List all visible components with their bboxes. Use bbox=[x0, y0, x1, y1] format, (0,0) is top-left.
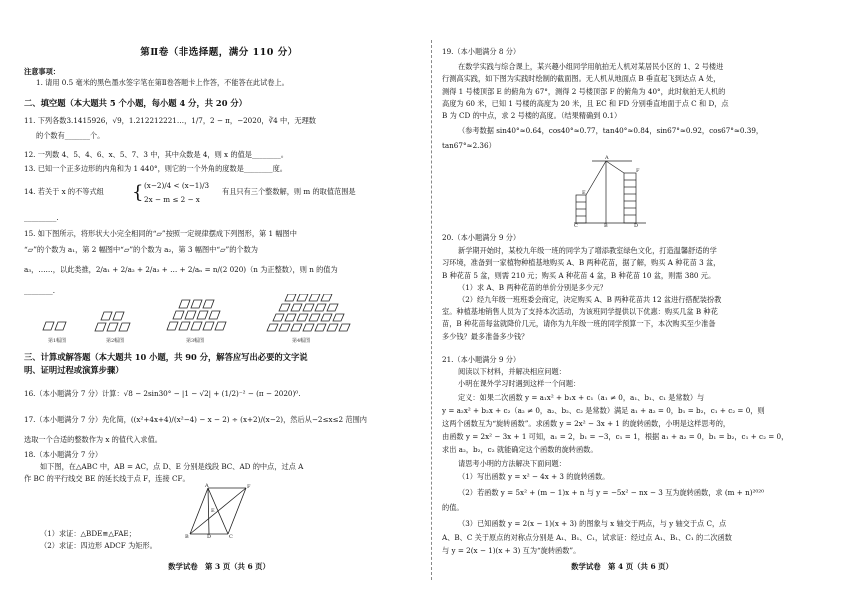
q20-part-1: （1）求 A、B 两种花苗的单价分别是多少元？ bbox=[458, 282, 607, 292]
q21-part-2-cont: 的值。 bbox=[442, 503, 464, 513]
q17-text: 17.（本小题满分 7 分）先化简，((x²+4x+4)/(x²−4) − x − 2) ÷ (x+2)/(x−2)，然后从−2≤x≤2 范围内 bbox=[24, 415, 367, 424]
question-18 bbox=[24, 449, 414, 485]
figure-2 bbox=[94, 294, 154, 336]
svg-text:E: E bbox=[211, 508, 215, 514]
q19-reference-data: （参考数据 sin40°≈0.64，cos40°≈0.77，tan40°≈0.84，sin67°≈0.92，cos67°≈0.39， bbox=[458, 126, 764, 136]
q21-part-3-cont: A、B、C 关于原点的对称点分别是 A₁、B₁、C₁，试求证：经过点 A₁、B₁、C₁ 的二次函数 bbox=[442, 532, 732, 542]
q15-figures bbox=[40, 294, 400, 344]
q12-text: 12. 一列数 4、5、4、6、x、5、7、3 中，其中众数是 4，则 x 的值是________。 bbox=[24, 150, 288, 159]
q14-text: 14. 若关于 x 的不等式组 bbox=[24, 187, 104, 196]
q21-text-2: 小明在课外学习时遇到这样一个问题： bbox=[458, 379, 581, 389]
q21-definition-3: 这两个函数互为“旋转函数”。求函数 y = 2x² − 3x + 1 的旋转函数，小明是这样思考的， bbox=[442, 419, 731, 429]
svg-text:B: B bbox=[604, 223, 608, 227]
svg-text:E: E bbox=[582, 190, 586, 196]
solve-section bbox=[24, 352, 414, 376]
q20-heading: 20.（本小题满分 9 分） bbox=[442, 233, 521, 242]
q21-definition-4: 由函数 y = 2x² − 3x + 1 可知，a₁ = 2，b₁ = −3，c₁ = 1，根据 a₁ + a₂ = 0，b₁ = b₂，c₁ + c₂ = 0， bbox=[442, 432, 789, 442]
q19-text-2: 行测高实践，如下图为实践时绘制的截面图。无人机从地面点 B 垂直起飞到达点 A 处， bbox=[442, 74, 721, 84]
q17-text-2: 选取一个合适的整数作为 x 的值代入求值。 bbox=[24, 435, 162, 445]
q21-definition-5: 求出 a₂，b₂，c₂ 就能确定这个函数的旋转函数。 bbox=[442, 445, 598, 455]
svg-text:D: D bbox=[634, 223, 639, 227]
q18-text-1: 如下图，在△ABC 中，AB = AC，点 D、E 分别是线段 BC、AD 的中点，过点 A bbox=[40, 462, 304, 472]
figure-3 bbox=[166, 294, 246, 336]
q15-line-1: 15. 如下图所示，将形状大小完全相同的“▱”按照一定规律摆成下列图形，第 1 幅图中 bbox=[24, 229, 297, 238]
question-21 bbox=[442, 354, 842, 556]
q19-text-5: B 为 CD 的中点，求 2 号楼的高度。（结果精确到 0.1） bbox=[442, 111, 622, 121]
q13-text: 13. 已知一个正多边形的内角和为 1 440°，则它的一个外角的度数是________度。 bbox=[24, 164, 287, 173]
page-footer-right: 数学试卷 第 4 页（共 6 页） bbox=[571, 562, 673, 571]
column-divider bbox=[431, 40, 432, 580]
q21-part-1: （1）写出函数 y = x² − 4x + 3 的旋转函数。 bbox=[458, 471, 610, 481]
question-19 bbox=[442, 46, 842, 152]
q18-heading: 18.（本小题满分 7 分） bbox=[24, 450, 103, 459]
section-heading-3-cont: 明、证明过程或演算步骤） bbox=[24, 365, 124, 376]
section-heading-3: 三、计算或解答题（本大题共 10 小题，共 90 分，解答应写出必要的文字说 bbox=[24, 352, 308, 362]
figure-4 bbox=[260, 294, 360, 338]
figure-2-label: 第2幅图 bbox=[106, 338, 125, 344]
question-18-parts bbox=[24, 528, 414, 551]
q14-inequality-2: 2x − m ≤ 2 − x bbox=[144, 195, 200, 204]
question-14-blank bbox=[24, 212, 414, 223]
q19-building-figure bbox=[572, 155, 652, 227]
notes-heading: 注意事项： bbox=[24, 67, 60, 76]
q18-part-1: （1）求证：△BDE≌△FAE； bbox=[40, 529, 136, 538]
svg-text:D: D bbox=[207, 534, 212, 538]
q20-text-6: 多少钱？最多准备多少钱？ bbox=[442, 331, 529, 341]
q20-part-2: （2）经九年级一班班委会商定，决定购买 A、B 两种花苗共 12 盆进行搭配装扮教 bbox=[458, 295, 722, 305]
q21-part-3-cont-2: 与 y = 2(x − 1)(x + 3) 互为“旋转函数”。 bbox=[442, 545, 581, 555]
q20-text-4: 室。种植基地销售人员为了支持本次活动，为该班同学提供以下优惠：购买几盆 B 种花 bbox=[442, 307, 718, 317]
q19-text-4: 高度为 60 米，已知 1 号楼的高度为 20 米，且 EC 和 FD 分别垂直地面于点 C 和 D，点 bbox=[442, 98, 729, 108]
figure-4-label: 第4幅图 bbox=[292, 338, 311, 344]
figure-1 bbox=[40, 294, 90, 336]
svg-text:F: F bbox=[247, 484, 251, 490]
q20-text-2: 习环境，准备到一家植物种植基地购买 A、B 两种花苗，据了解，购买 A 种花苗 3 盆， bbox=[442, 258, 721, 268]
left-column bbox=[24, 0, 414, 612]
q11-text: 11. 下列各数3.1415926，√9，1.212212221…，1/7，2 − π，−2020，∛4 中，无理数 bbox=[24, 116, 316, 125]
q18-part-2: （2）求证：四边形 ADCF 为矩形。 bbox=[40, 541, 157, 551]
q15-blank: ________. bbox=[24, 285, 56, 295]
q21-heading: 21.（本小题满分 9 分） bbox=[442, 355, 521, 364]
svg-text:A: A bbox=[605, 155, 609, 161]
q19-text-1: 在数学实践与综合课上，某兴趣小组同学用航拍无人机对某居民小区的 1、2 号楼进 bbox=[458, 62, 724, 72]
q21-part-3: （3）已知函数 y = 2(x − 1)(x + 3) 的图象与 x 轴交于两点，与 y 轴交于点 C，点 bbox=[458, 519, 727, 529]
svg-text:F: F bbox=[636, 168, 640, 174]
q14-blank: _________. bbox=[24, 213, 59, 222]
page-footer-left: 数学试卷 第 3 页（共 6 页） bbox=[168, 562, 270, 571]
q20-text-3: B 种花苗 5 盆，则需 210 元；购买 A 种花苗 4 盆，B 种花苗 10 盆，则需 380 元。 bbox=[442, 270, 716, 280]
q18-text-2: 作 BC 的平行线交 BE 的延长线于点 F，连接 CF。 bbox=[24, 474, 190, 484]
question-12 bbox=[24, 149, 414, 160]
q15-line-2: “▱”的个数为 a₁，第 2 幅图中“▱”的个数为 a₂，第 3 幅图中“▱”的个数为 bbox=[24, 245, 258, 255]
q16-text: 16.（本小题满分 7 分）计算：√8 − 2sin30° − |1 − √2| + (1/2)⁻² − (π − 2020)⁰. bbox=[24, 389, 301, 398]
question-17 bbox=[24, 414, 414, 445]
notes bbox=[24, 66, 414, 88]
question-11 bbox=[24, 115, 414, 141]
q21-text-1: 阅读以下材料，并解决相应问题： bbox=[458, 367, 566, 377]
q14-inequality-1: (x−2)/4 < (x−1)/3 bbox=[144, 181, 210, 190]
q21-part-2: （2）若函数 y = 5x² + (m − 1)x + n 与 y = −5x² − nx − 3 互为旋转函数，求 (m + n)²⁰²⁰ bbox=[458, 488, 765, 498]
svg-text:C: C bbox=[229, 534, 233, 538]
q19-text-3: 测得 1 号楼顶部 E 的俯角为 67°，测得 2 号楼顶部 F 的俯角为 40°，此时航拍无人机的 bbox=[442, 86, 726, 96]
question-13 bbox=[24, 163, 414, 174]
svg-text:A: A bbox=[205, 483, 209, 489]
q14-text-2: 有且只有三个整数解，则 m 的取值范围是 bbox=[222, 187, 356, 196]
q19-reference-data-2: tan67°≈2.36） bbox=[442, 141, 496, 151]
svg-text:C: C bbox=[574, 223, 578, 227]
q20-text-1: 新学期开始时，某校九年级一班的同学为了增添教室绿色文化，打造温馨舒适的学 bbox=[458, 246, 717, 256]
q21-text-3: 请思考小明的方法解决下面问题： bbox=[458, 458, 566, 468]
q21-definition-2: y = a₂x² + b₂x + c₂（a₂ ≠ 0，a₂、b₂、c₂ 是常数）满足 a₁ + a₂ = 0，b₁ = b₂，c₁ + c₂ = 0，则 bbox=[442, 405, 765, 415]
figure-3-label: 第3幅图 bbox=[186, 338, 205, 344]
brace: { bbox=[132, 182, 144, 203]
q15-line-3: a₃，……，以此类推，2/a₁ + 2/a₂ + 2/a₃ + … + 2/aₙ = n/(2 020)（n 为正整数），则 n 的值为 bbox=[24, 265, 338, 275]
q21-definition-1: 定义：如果二次函数 y = a₁x² + b₁x + c₁（a₁ ≠ 0，a₁、b₁、c₁ 是常数）与 bbox=[458, 392, 705, 402]
question-20 bbox=[442, 232, 842, 342]
q20-text-5: 苗，B 种花苗每盆就降价几元，请你为九年级一班的同学预算一下，本次购买至少准备 bbox=[442, 319, 716, 329]
section-heading-2: 二、填空题（本大题共 5 个小题，每小题 4 分，共 20 分） bbox=[24, 98, 247, 108]
question-15 bbox=[24, 228, 414, 296]
right-column bbox=[442, 0, 842, 612]
question-16 bbox=[24, 388, 414, 399]
q19-heading: 19.（本小题满分 8 分） bbox=[442, 47, 521, 56]
figure-1-label: 第1幅图 bbox=[48, 338, 67, 344]
fill-in-section bbox=[24, 98, 414, 109]
notes-item-1: 1. 请用 0.5 毫米的黑色墨水签字笔在第Ⅱ卷答题卡上作答，不能答在此试卷上。 bbox=[36, 78, 289, 88]
section-title: 第Ⅱ卷（非选择题，满分 110 分） bbox=[140, 47, 298, 58]
question-14 bbox=[24, 180, 414, 214]
q11-blank: 的个数有_______个。 bbox=[36, 131, 105, 141]
svg-text:B: B bbox=[185, 534, 189, 538]
